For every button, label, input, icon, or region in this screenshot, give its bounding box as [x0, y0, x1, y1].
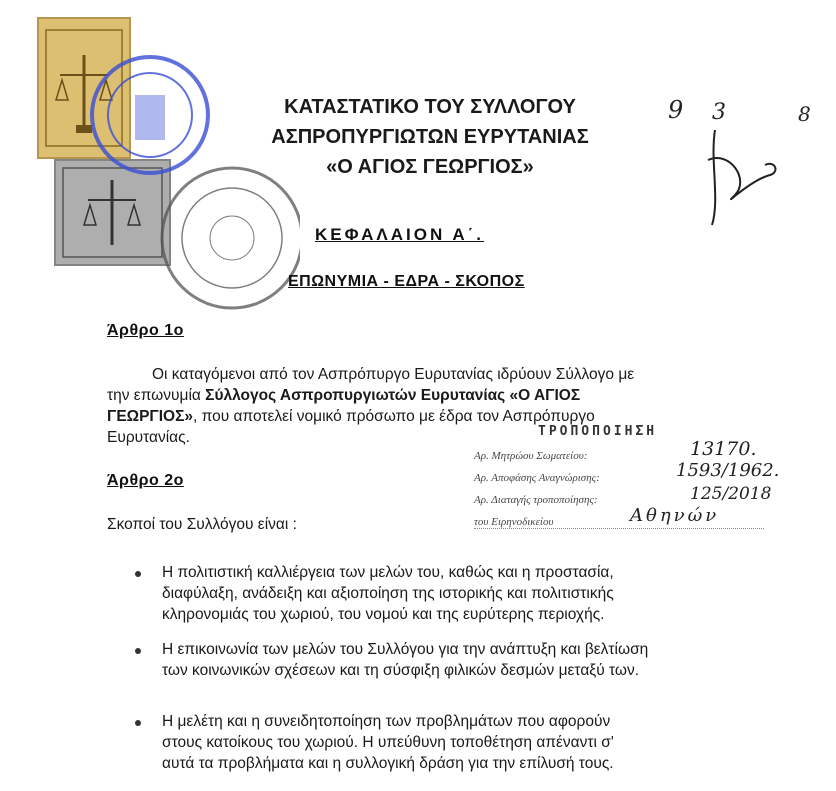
handwritten-day: 9 — [668, 96, 684, 124]
bullet-1-line-2: διαφύλαξη, ανάδειξη και αξιοποίηση της ιστορικής και πολιτιστικής — [162, 585, 614, 602]
article-1-line-1: Οι καταγόμενοι από τον Ασπρόπυργο Ευρυτανίας ιδρύουν Σύλλογο με — [152, 366, 635, 383]
registry-row-3-label: Αρ. Διαταγής τροποποίησης: — [474, 494, 598, 506]
article-1-line-2 — [107, 385, 757, 406]
bullet-marker — [135, 648, 141, 654]
document-title-line-3: «Ο ΑΓΙΟΣ ΓΕΩΡΓΙΟΣ» — [326, 156, 534, 178]
registry-stamp-title: ΤΡΟΠΟΠΟΙΗΣΗ — [538, 424, 658, 439]
bullet-marker — [135, 571, 141, 577]
handwritten-page-number: 8 — [798, 102, 811, 126]
registry-divider — [474, 528, 764, 529]
gray-revenue-stamp — [55, 160, 170, 265]
article-1-line-3-post: , που αποτελεί νομικό πρόσωπο με έδρα τον Ασπρόπυργο — [193, 408, 595, 425]
bullet-3-line-3: αυτά τα προβλήματα και η συλλογική δράση για την επίλυσή τους. — [162, 755, 614, 772]
chapter-title: ΚΕΦΑΛΑΙΟΝ Α΄. — [315, 225, 484, 244]
notary-seal — [162, 168, 300, 308]
registry-row-3-value: 125/2018 — [690, 484, 772, 504]
bullet-3-line-2: στους κατοίκους του χωριού. Η υπεύθυνη τοποθέτηση απέναντι σ' — [162, 734, 614, 751]
handwritten-month: 3 — [712, 100, 726, 125]
association-name-part-2: ΓΕΩΡΓΙΟΣ» — [107, 408, 194, 425]
association-name-part-1: Σύλλογος Ασπροπυργιωτών Ευρυτανίας «Ο ΑΓΙΟΣ — [205, 387, 581, 404]
article-1-heading: Άρθρο 1ο — [107, 322, 184, 339]
registry-row-1-value: 13170. — [690, 438, 757, 460]
signature — [690, 120, 790, 230]
article-1-line-4: Ευρυτανίας. — [107, 429, 190, 446]
document-title-line-1: ΚΑΤΑΣΤΑΤΙΚΟ ΤΟΥ ΣΥΛΛΟΓΟΥ — [284, 96, 576, 118]
bullet-3-line-1: Η μελέτη και η συνειδητοποίηση των προβλημάτων που αφορούν — [162, 713, 611, 730]
article-1-line-3 — [107, 406, 757, 427]
article-2-intro: Σκοποί του Συλλόγου είναι : — [107, 516, 297, 533]
bullet-2-line-2: των κοινωνικών σχέσεων και τη σύσφιξη φιλικών δεσμών μεταξύ των. — [162, 662, 640, 679]
bullet-1-line-1: Η πολιτιστική καλλιέργεια των μελών του, καθώς και η προστασία, — [162, 564, 614, 581]
chapter-subtitle: ΕΠΩΝΥΜΙΑ - ΕΔΡΑ - ΣΚΟΠΟΣ — [288, 273, 525, 290]
registry-row-2-label: Αρ. Αποφάσης Αναγνώρισης: — [474, 472, 600, 484]
registry-row-4-value: Αθηνών — [630, 505, 720, 526]
registry-row-4-label: του Ειρηνοδικείου — [474, 516, 554, 528]
document-title-line-2: ΑΣΠΡΟΠΥΡΓΙΩΤΩΝ ΕΥΡΥΤΑΝΙΑΣ — [271, 126, 589, 148]
gold-revenue-stamp — [38, 18, 130, 158]
article-2-heading: Άρθρο 2ο — [107, 472, 184, 489]
article-1-line-2-pre: την επωνυμία — [107, 387, 206, 404]
bullet-2-line-1: Η επικοινωνία των μελών του Συλλόγου για την ανάπτυξη και βελτίωση — [162, 641, 649, 658]
bullet-1-line-3: κληρονομιάς του χωριού, του νομού και της ευρύτερης περιοχής. — [162, 606, 605, 623]
registry-row-1-label: Αρ. Μητρώου Σωματείου: — [474, 450, 588, 462]
registry-row-2-value: 1593/1962. — [676, 460, 780, 481]
bullet-marker — [135, 720, 141, 726]
